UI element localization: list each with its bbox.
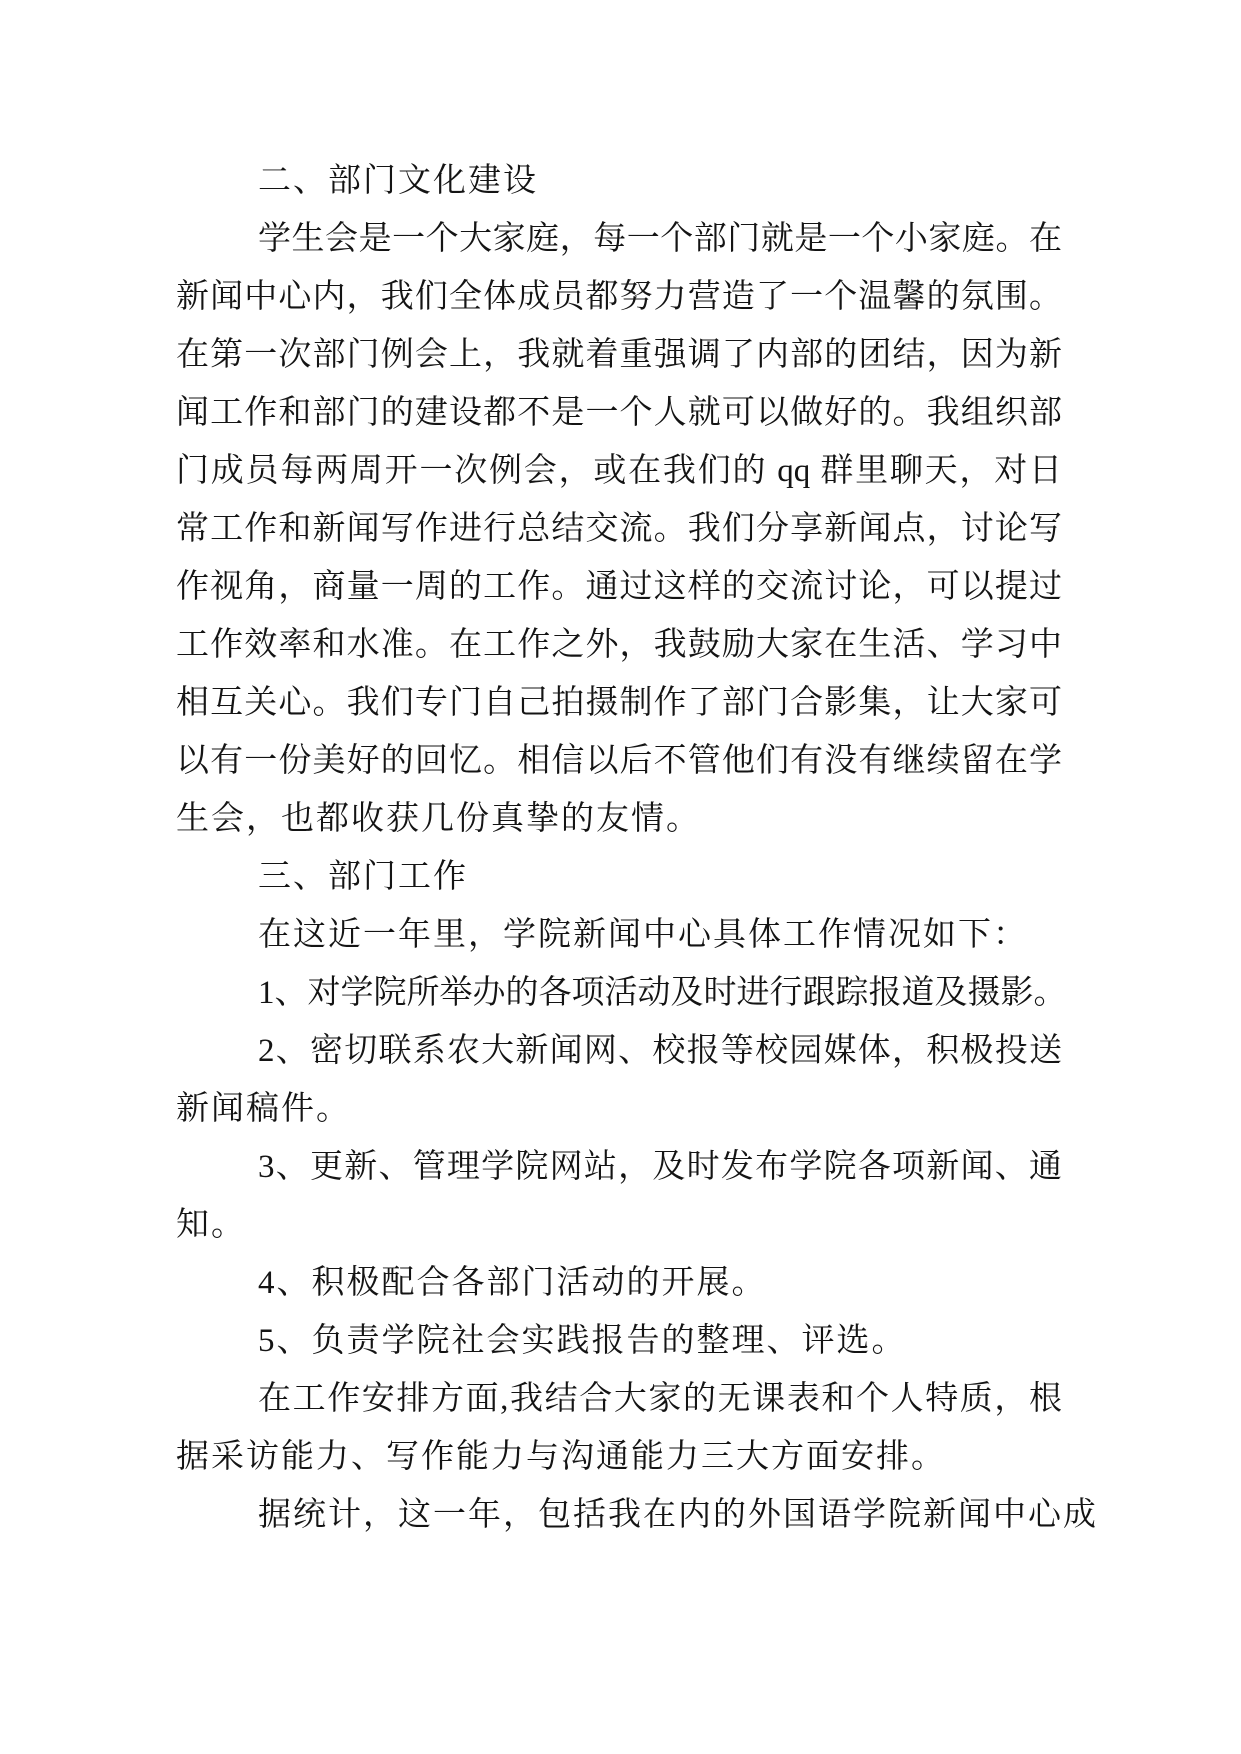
paragraph-block: [176, 1370, 1062, 1486]
text-line: 2、密切联系农大新闻网、校报等校园媒体，积极投送: [258, 1033, 1062, 1069]
text-line: 在工作安排方面,我结合大家的无课表和个人特质，根: [258, 1381, 1062, 1417]
text-line: 门成员每两周开一次例会，或在我们的 qq 群里聊天，对日: [176, 453, 1063, 489]
text-line: 三、部门工作: [258, 859, 468, 895]
text-line: 4、积极配合各部门活动的开展。: [258, 1265, 767, 1301]
list-item-block: [176, 1022, 1062, 1138]
list-item-block: [176, 1138, 1062, 1254]
text-line: 生会，也都收获几份真挚的友情。: [176, 801, 701, 837]
text-line: 二、部门文化建设: [258, 163, 538, 199]
text-line: 新闻中心内，我们全体成员都努力营造了一个温馨的氛围。: [176, 279, 1062, 315]
paragraph-block: [176, 210, 1062, 848]
text-line: 在这近一年里，学院新闻中心具体工作情况如下：: [258, 917, 1028, 953]
text-line: 常工作和新闻写作进行总结交流。我们分享新闻点，讨论写: [176, 511, 1062, 547]
paragraph-block: [176, 906, 1062, 964]
text-line: 3、更新、管理学院网站，及时发布学院各项新闻、通: [258, 1149, 1062, 1185]
text-line: 以有一份美好的回忆。相信以后不管他们有没有继续留在学: [176, 743, 1062, 779]
list-item-block: [176, 964, 1067, 1022]
document-body: [176, 152, 1098, 1544]
list-item-block: [176, 1312, 1062, 1370]
heading-block: [176, 848, 1062, 906]
text-line: 在第一次部门例会上，我就着重强调了内部的团结，因为新: [176, 337, 1062, 373]
text-line: 据统计，这一年，包括我在内的外国语学院新闻中心成: [258, 1497, 1098, 1533]
text-line: 据采访能力、写作能力与沟通能力三大方面安排。: [176, 1439, 946, 1475]
heading-block: [176, 152, 1062, 210]
text-line: 知。: [176, 1207, 246, 1243]
text-line: 5、负责学院社会实践报告的整理、评选。: [258, 1323, 907, 1359]
list-item-block: [176, 1254, 1062, 1312]
text-line: 工作效率和水准。在工作之外，我鼓励大家在生活、学习中: [176, 627, 1062, 663]
text-line: 1、对学院所举办的各项活动及时进行跟踪报道及摄影。: [258, 975, 1067, 1011]
text-line: 相互关心。我们专门自己拍摄制作了部门合影集，让大家可: [176, 685, 1062, 721]
text-line: 新闻稿件。: [176, 1091, 351, 1127]
text-line: 闻工作和部门的建设都不是一个人就可以做好的。我组织部: [176, 395, 1062, 431]
text-line: 作视角，商量一周的工作。通过这样的交流讨论，可以提过: [176, 569, 1062, 605]
paragraph-block: [176, 1486, 1098, 1544]
text-line: 学生会是一个大家庭，每一个部门就是一个小家庭。在: [258, 221, 1062, 257]
